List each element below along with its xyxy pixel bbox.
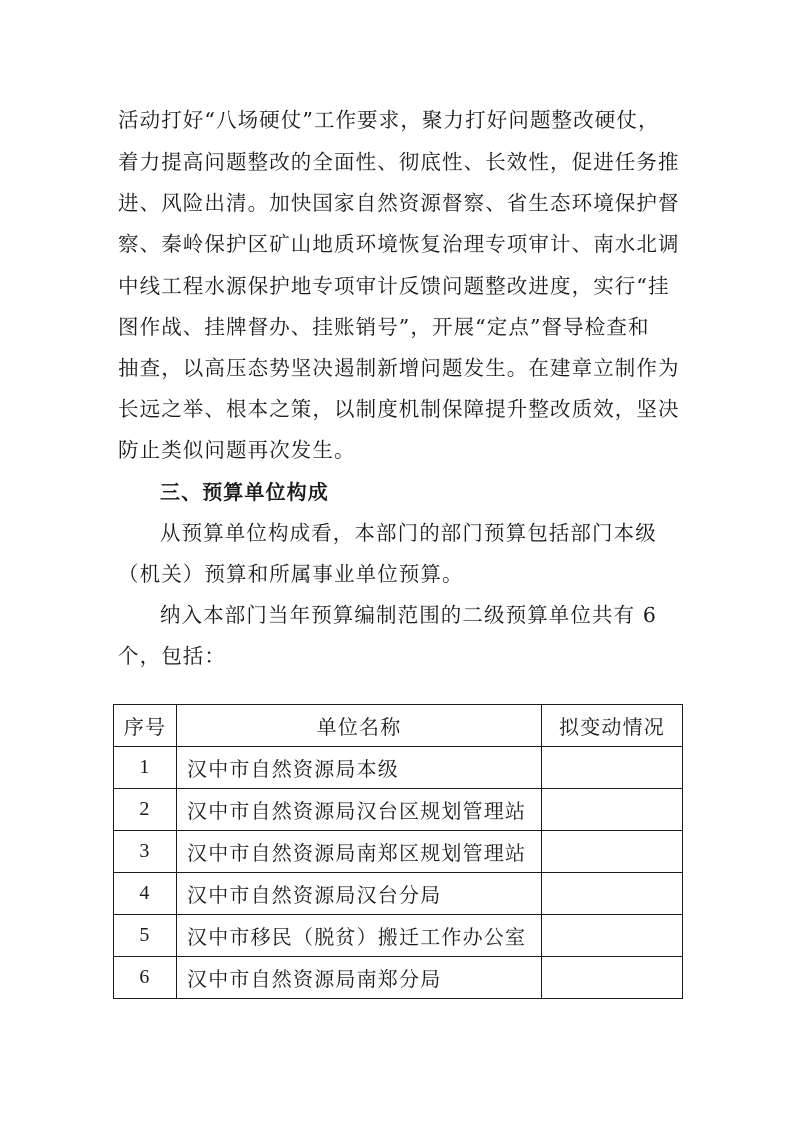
paragraph-line: （机关）预算和所属事业单位预算。 (118, 562, 464, 586)
row-change (542, 915, 683, 957)
table-header-row (114, 705, 683, 747)
row-no: 6 (114, 957, 177, 999)
paragraph-line: 防止类似问题再次发生。 (118, 438, 356, 462)
row-unit-name: 汉中市自然资源局汉台区规划管理站 (177, 789, 542, 831)
row-unit-name: 汉中市自然资源局南郑分局 (177, 957, 542, 999)
header-change: 拟变动情况 (542, 705, 683, 747)
section-heading: 三、预算单位构成 (160, 480, 329, 504)
row-no: 4 (114, 873, 177, 915)
row-unit-name: 汉中市自然资源局南郑区规划管理站 (177, 831, 542, 873)
header-no: 序号 (114, 705, 177, 747)
row-change (542, 831, 683, 873)
paragraph-line: 个，包括： (118, 644, 226, 668)
paragraph-line: 长远之举、根本之策，以制度机制保障提升整改质效，坚决 (118, 397, 680, 421)
table-row (114, 957, 683, 999)
paragraph-line: 活动打好“八场硬仗”工作要求，聚力打好问题整改硬仗， (118, 108, 660, 132)
header-unit-name: 单位名称 (177, 705, 542, 747)
paragraph-line: 察、秦岭保护区矿山地质环境恢复治理专项审计、南水北调 (118, 232, 680, 256)
paragraph-line: 图作战、挂牌督办、挂账销号”，开展“定点”督导检查和 (118, 315, 650, 339)
paragraph-line: 从预算单位构成看，本部门的部门预算包括部门本级 (160, 521, 657, 545)
paragraph-line: 中线工程水源保护地专项审计反馈问题整改进度，实行“挂 (118, 274, 670, 298)
row-no: 5 (114, 915, 177, 957)
row-unit-name: 汉中市自然资源局本级 (177, 747, 542, 789)
table-row (114, 789, 683, 831)
budget-units-table (113, 704, 683, 999)
row-unit-name: 汉中市自然资源局汉台分局 (177, 873, 542, 915)
row-change (542, 747, 683, 789)
row-unit-name: 汉中市移民（脱贫）搬迁工作办公室 (177, 915, 542, 957)
table-row (114, 747, 683, 789)
paragraph-line: 抽查，以高压态势坚决遏制新增问题发生。在建章立制作为 (118, 356, 680, 380)
table-row (114, 915, 683, 957)
table-row (114, 831, 683, 873)
paragraph-line: 纳入本部门当年预算编制范围的二级预算单位共有 6 (160, 603, 657, 627)
row-change (542, 789, 683, 831)
row-no: 2 (114, 789, 177, 831)
paragraph-line: 进、风险出清。加快国家自然资源督察、省生态环境保护督 (118, 191, 680, 215)
table-row (114, 873, 683, 915)
paragraph-line: 着力提高问题整改的全面性、彻底性、长效性，促进任务推 (118, 150, 680, 174)
row-no: 1 (114, 747, 177, 789)
row-change (542, 957, 683, 999)
row-no: 3 (114, 831, 177, 873)
row-change (542, 873, 683, 915)
